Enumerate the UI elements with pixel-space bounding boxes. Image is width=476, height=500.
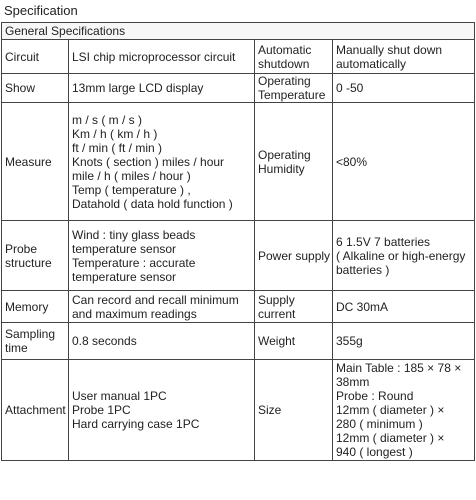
- value-line: Wind : tiny glass beads: [72, 227, 196, 242]
- value-line: m / s ( m / s ): [72, 112, 142, 127]
- row-value-memory: [69, 291, 255, 323]
- table-header: General Specifications: [2, 23, 475, 40]
- table-row: [2, 291, 475, 323]
- value-line: Datahold ( data hold function ): [72, 196, 233, 211]
- label-line: shutdown: [258, 56, 310, 71]
- label-line: Operating: [258, 147, 311, 162]
- value-line: Km / h ( km / h ): [72, 126, 158, 141]
- row-label-sampling-time: Sampling time: [2, 323, 69, 360]
- row-value-sampling-time: [69, 323, 255, 360]
- value-line: 355g: [336, 334, 363, 348]
- row-label-measure: Measure: [2, 103, 69, 221]
- table-header-row: [2, 23, 475, 40]
- table-row: [2, 360, 475, 461]
- label-line: Power supply: [258, 248, 331, 263]
- value-line: 13mm large LCD display: [72, 81, 204, 95]
- row-value-supply-current: [333, 291, 475, 323]
- table-row: [2, 103, 475, 221]
- value-line: Manually shut down: [336, 42, 443, 57]
- table-row: [2, 40, 475, 74]
- value-line: mile / h ( miles / hour ): [72, 168, 191, 183]
- value-line: User manual 1PC: [72, 389, 167, 403]
- label-line: Size: [258, 403, 282, 417]
- value-line: 0.8 seconds: [72, 334, 137, 348]
- row-label-operating-temperature: [255, 74, 333, 103]
- value-line: 280 ( minimum ): [336, 417, 423, 431]
- row-label-show: Show: [2, 74, 69, 103]
- value-line: and maximum readings: [72, 306, 197, 321]
- value-line: LSI chip microprocessor circuit: [72, 49, 236, 64]
- table-row: [2, 74, 475, 103]
- row-label-circuit: Circuit: [2, 40, 69, 74]
- value-line: 38mm: [336, 375, 370, 389]
- value-line: Hard carrying case 1PC: [72, 417, 200, 431]
- page-title: Specification: [4, 3, 78, 18]
- row-value-weight: [333, 323, 475, 360]
- value-line: Probe : Round: [336, 389, 414, 403]
- row-label-size: [255, 360, 333, 461]
- row-value-operating-humidity: [333, 103, 475, 221]
- label-line: Humidity: [258, 161, 305, 176]
- row-label-probe-structure: Probe structure: [2, 221, 69, 291]
- row-value-attachment: [69, 360, 255, 461]
- general-specifications-table: [1, 22, 475, 461]
- value-line: Can record and recall minimum: [72, 292, 239, 307]
- label-line: Weight: [258, 334, 296, 348]
- value-line: Temp ( temperature ) ,: [72, 182, 191, 197]
- value-line: temperature sensor: [72, 241, 177, 256]
- label-line: Temperature: [258, 88, 326, 102]
- row-label-memory: Memory: [2, 291, 69, 323]
- value-line: <80%: [336, 154, 368, 169]
- row-label-automatic-shutdown: [255, 40, 333, 74]
- row-value-size: [333, 360, 475, 461]
- value-line: temperature sensor: [72, 269, 177, 284]
- value-line: 6 1.5V 7 batteries: [336, 234, 431, 249]
- value-line: ft / min ( ft / min ): [72, 140, 163, 155]
- value-line: ( Alkaline or high-energy: [336, 248, 466, 263]
- label-line: Supply: [258, 292, 295, 307]
- value-line: automatically: [336, 56, 407, 71]
- row-label-attachment: Attachment: [2, 360, 69, 461]
- row-value-power-supply: [333, 221, 475, 291]
- row-value-probe-structure: [69, 221, 255, 291]
- row-value-circuit: [69, 40, 255, 74]
- row-label-supply-current: [255, 291, 333, 323]
- row-value-measure: [69, 103, 255, 221]
- label-line: Operating: [258, 74, 311, 88]
- table-row: [2, 221, 475, 291]
- value-line: Probe 1PC: [72, 403, 131, 417]
- row-value-show: [69, 74, 255, 103]
- value-line: batteries ): [336, 262, 390, 277]
- value-line: Knots ( section ) miles / hour: [72, 154, 225, 169]
- row-label-weight: [255, 323, 333, 360]
- row-value-automatic-shutdown: [333, 40, 475, 74]
- value-line: 12mm ( diameter ) ×: [336, 403, 445, 417]
- row-label-power-supply: [255, 221, 333, 291]
- table-row: [2, 323, 475, 360]
- row-label-operating-humidity: [255, 103, 333, 221]
- value-line: 0 -50: [336, 81, 364, 95]
- row-value-operating-temperature: [333, 74, 475, 103]
- value-line: Temperature : accurate: [72, 255, 196, 270]
- label-line: current: [258, 306, 296, 321]
- value-line: 12mm ( diameter ) ×: [336, 431, 445, 445]
- value-line: Main Table : 185 × 78 ×: [336, 361, 462, 375]
- value-line: 940 ( longest ): [336, 445, 413, 459]
- label-line: Automatic: [258, 42, 312, 57]
- value-line: DC 30mA: [336, 299, 389, 314]
